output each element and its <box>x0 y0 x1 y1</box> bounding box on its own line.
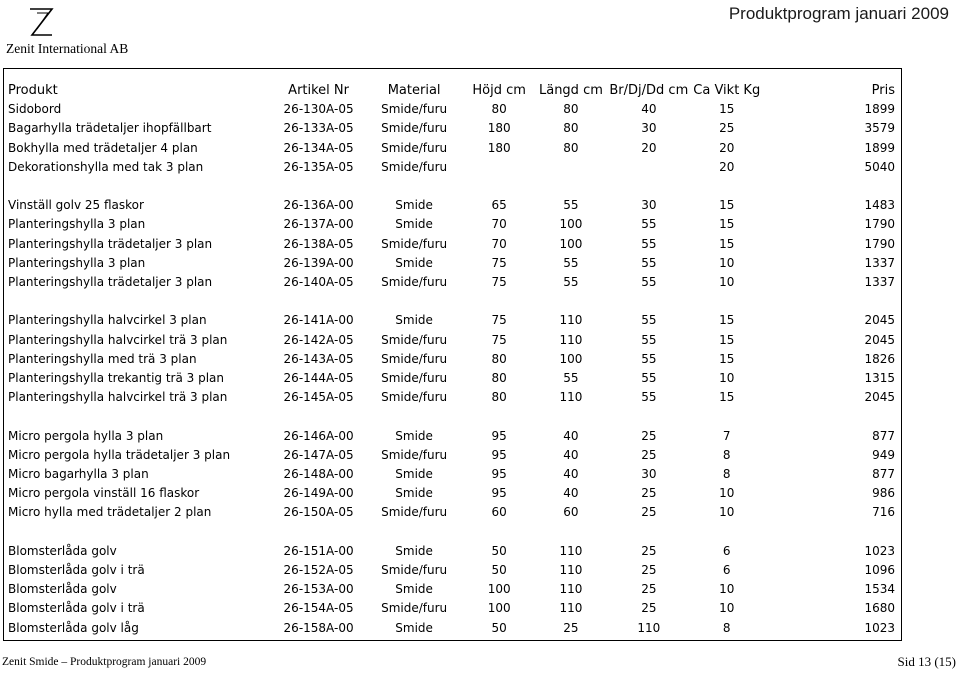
table-row <box>8 350 901 369</box>
col-header-article: Artikel Nr <box>288 83 349 98</box>
cell-weight: 8 <box>722 447 731 462</box>
cell-width: 25 <box>641 486 657 501</box>
cell-price: 716 <box>872 505 895 520</box>
cell-material: Smide <box>395 428 433 443</box>
cell-product: Planteringshylla 3 plan <box>8 217 146 232</box>
col-header-weight: Ca Vikt Kg <box>693 83 761 98</box>
cell-product: Blomsterlåda golv <box>8 582 117 597</box>
cell-price: 1826 <box>864 351 895 366</box>
table-row <box>8 388 901 407</box>
cell-width: 25 <box>641 563 657 578</box>
cell-article: 26-144A-05 <box>283 371 354 386</box>
cell-material: Smide/furu <box>381 563 448 578</box>
col-header-height: Höjd cm <box>472 83 526 98</box>
table-row <box>8 158 901 177</box>
table-row <box>8 119 901 138</box>
cell-weight: 15 <box>719 351 735 366</box>
cell-article: 26-151A-00 <box>283 543 354 558</box>
page-title: Produktprogram januari 2009 <box>728 4 949 23</box>
group-spacer <box>8 292 901 311</box>
cell-material: Smide/furu <box>381 121 448 136</box>
cell-product: Micro hylla med trädetaljer 2 plan <box>8 505 212 520</box>
cell-price: 1534 <box>864 582 895 597</box>
cell-material: Smide <box>395 582 433 597</box>
table-row <box>8 619 901 638</box>
cell-height: 80 <box>491 351 507 366</box>
cell-weight: 6 <box>722 563 731 578</box>
cell-product: Dekorationshylla med tak 3 plan <box>8 159 204 174</box>
cell-price: 1023 <box>864 620 895 635</box>
table-row <box>8 369 901 388</box>
cell-length: 110 <box>559 601 583 616</box>
cell-product: Planteringshylla trädetaljer 3 plan <box>8 236 213 251</box>
col-header-price: Pris <box>871 83 895 98</box>
cell-height: 75 <box>491 255 507 270</box>
cell-height: 50 <box>491 620 507 635</box>
cell-length <box>536 158 606 177</box>
cell-material: Smide/furu <box>381 236 448 251</box>
cell-height: 100 <box>487 582 511 597</box>
cell-weight: 15 <box>719 313 735 328</box>
cell-weight: 10 <box>719 255 735 270</box>
cell-width: 110 <box>637 620 661 635</box>
cell-height: 75 <box>491 332 507 347</box>
cell-price: 1899 <box>864 140 895 155</box>
cell-height: 80 <box>491 371 507 386</box>
cell-material: Smide/furu <box>381 371 448 386</box>
cell-width: 55 <box>641 371 657 386</box>
cell-length: 40 <box>563 486 579 501</box>
cell-material: Smide/furu <box>381 102 448 117</box>
cell-price: 1337 <box>864 255 895 270</box>
cell-height: 50 <box>491 563 507 578</box>
cell-product: Bokhylla med trädetaljer 4 plan <box>8 140 198 155</box>
table-row <box>8 599 901 618</box>
spacer-cell <box>8 292 901 311</box>
cell-material: Smide <box>395 543 433 558</box>
cell-length: 110 <box>559 332 583 347</box>
cell-material: Smide/furu <box>381 140 448 155</box>
cell-price: 2045 <box>864 390 895 405</box>
cell-width: 55 <box>641 390 657 405</box>
cell-width: 30 <box>641 121 657 136</box>
cell-length: 80 <box>563 102 579 117</box>
table-body <box>8 100 901 638</box>
cell-price: 949 <box>872 447 895 462</box>
cell-width: 25 <box>641 543 657 558</box>
table-row <box>8 465 901 484</box>
cell-width: 25 <box>641 505 657 520</box>
cell-material: Smide <box>395 255 433 270</box>
cell-price: 3579 <box>864 121 895 136</box>
cell-length: 25 <box>563 620 579 635</box>
cell-height: 80 <box>491 102 507 117</box>
cell-height <box>462 158 536 177</box>
cell-product: Vinställ golv 25 flaskor <box>8 198 144 213</box>
cell-weight: 10 <box>719 601 735 616</box>
cell-width: 20 <box>641 140 657 155</box>
table-row <box>8 235 901 254</box>
table-row <box>8 139 901 158</box>
cell-price: 1680 <box>864 601 895 616</box>
cell-length: 60 <box>563 505 579 520</box>
cell-price: 1337 <box>864 275 895 290</box>
spacer-cell <box>8 177 901 196</box>
cell-height: 100 <box>487 601 511 616</box>
cell-width: 55 <box>641 255 657 270</box>
cell-height: 70 <box>491 236 507 251</box>
table-row <box>8 331 901 350</box>
cell-price: 877 <box>872 428 895 443</box>
cell-price: 5040 <box>864 159 895 174</box>
cell-weight: 10 <box>719 275 735 290</box>
col-header-product: Produkt <box>8 83 58 98</box>
cell-weight: 10 <box>719 371 735 386</box>
cell-price: 2045 <box>864 332 895 347</box>
cell-product: Planteringshylla halvcirkel trä 3 plan <box>8 390 228 405</box>
cell-length: 55 <box>563 255 579 270</box>
cell-material: Smide/furu <box>381 351 448 366</box>
group-spacer <box>8 523 901 542</box>
cell-weight: 15 <box>719 102 735 117</box>
table-row <box>8 311 901 330</box>
cell-length: 100 <box>559 351 583 366</box>
cell-product: Sidobord <box>8 102 62 117</box>
cell-price: 1790 <box>864 236 895 251</box>
cell-width: 55 <box>641 275 657 290</box>
cell-product: Micro pergola hylla 3 plan <box>8 428 164 443</box>
cell-product: Planteringshylla halvcirkel trä 3 plan <box>8 332 228 347</box>
cell-height: 95 <box>491 447 507 462</box>
cell-product: Blomsterlåda golv <box>8 543 117 558</box>
cell-price: 1023 <box>864 543 895 558</box>
cell-article: 26-135A-05 <box>283 159 354 174</box>
cell-length: 110 <box>559 582 583 597</box>
cell-material: Smide/furu <box>381 505 448 520</box>
cell-weight: 15 <box>719 217 735 232</box>
table-row <box>8 273 901 292</box>
cell-width: 25 <box>641 447 657 462</box>
cell-length: 55 <box>563 198 579 213</box>
spacer-cell <box>8 523 901 542</box>
cell-product: Planteringshylla trädetaljer 3 plan <box>8 275 213 290</box>
cell-material: Smide/furu <box>381 447 448 462</box>
cell-height: 75 <box>491 275 507 290</box>
cell-price: 1899 <box>864 102 895 117</box>
cell-width: 30 <box>641 198 657 213</box>
cell-height: 180 <box>487 140 511 155</box>
cell-article: 26-139A-00 <box>283 255 354 270</box>
cell-article: 26-145A-05 <box>283 390 354 405</box>
group-spacer <box>8 407 901 426</box>
cell-length: 55 <box>563 275 579 290</box>
cell-height: 95 <box>491 428 507 443</box>
cell-weight: 15 <box>719 198 735 213</box>
cell-product: Planteringshylla med trä 3 plan <box>8 351 197 366</box>
table-row <box>8 503 901 522</box>
cell-article: 26-136A-00 <box>283 198 354 213</box>
cell-material: Smide/furu <box>381 601 448 616</box>
cell-width: 55 <box>641 217 657 232</box>
product-table <box>8 81 901 638</box>
company-name: Zenit International AB <box>6 41 129 56</box>
cell-price: 1096 <box>864 563 895 578</box>
cell-width: 55 <box>641 313 657 328</box>
cell-width: 25 <box>641 428 657 443</box>
cell-article: 26-148A-00 <box>283 467 354 482</box>
cell-article: 26-130A-05 <box>283 102 354 117</box>
cell-length: 80 <box>563 121 579 136</box>
cell-height: 70 <box>491 217 507 232</box>
cell-weight: 25 <box>719 121 735 136</box>
cell-length: 55 <box>563 371 579 386</box>
cell-material: Smide/furu <box>381 390 448 405</box>
cell-article: 26-158A-00 <box>283 620 354 635</box>
cell-product: Planteringshylla halvcirkel 3 plan <box>8 313 207 328</box>
cell-height: 95 <box>491 467 507 482</box>
cell-height: 50 <box>491 543 507 558</box>
group-spacer <box>8 177 901 196</box>
cell-material: Smide <box>395 467 433 482</box>
cell-height: 60 <box>491 505 507 520</box>
cell-length: 110 <box>559 543 583 558</box>
cell-article: 26-154A-05 <box>283 601 354 616</box>
cell-material: Smide <box>395 486 433 501</box>
cell-product: Blomsterlåda golv låg <box>8 620 139 635</box>
cell-weight: 8 <box>722 620 731 635</box>
cell-material: Smide <box>395 217 433 232</box>
cell-weight: 7 <box>722 428 731 443</box>
table-row <box>8 196 901 215</box>
cell-article: 26-137A-00 <box>283 217 354 232</box>
cell-product: Blomsterlåda golv i trä <box>8 601 145 616</box>
cell-height: 65 <box>491 198 507 213</box>
cell-length: 110 <box>559 390 583 405</box>
table-row <box>8 542 901 561</box>
cell-article: 26-133A-05 <box>283 121 354 136</box>
cell-price: 986 <box>872 486 895 501</box>
cell-article: 26-153A-00 <box>283 582 354 597</box>
cell-product: Micro pergola vinställ 16 flaskor <box>8 486 200 501</box>
cell-article: 26-140A-05 <box>283 275 354 290</box>
cell-product: Micro bagarhylla 3 plan <box>8 467 149 482</box>
table-header-row <box>8 81 901 100</box>
spacer-cell <box>8 407 901 426</box>
cell-length: 80 <box>563 140 579 155</box>
cell-weight: 15 <box>719 390 735 405</box>
cell-product: Planteringshylla trekantig trä 3 plan <box>8 371 224 386</box>
cell-width: 55 <box>641 351 657 366</box>
cell-article: 26-147A-05 <box>283 447 354 462</box>
cell-material: Smide <box>395 313 433 328</box>
col-header-width: Br/Dj/Dd cm <box>609 83 689 98</box>
cell-material: Smide/furu <box>381 159 448 174</box>
table-row <box>8 100 901 119</box>
table-row <box>8 580 901 599</box>
cell-material: Smide/furu <box>381 275 448 290</box>
cell-product: Micro pergola hylla trädetaljer 3 plan <box>8 447 231 462</box>
cell-article: 26-138A-05 <box>283 236 354 251</box>
cell-article: 26-152A-05 <box>283 563 354 578</box>
cell-weight: 10 <box>719 582 735 597</box>
cell-width: 25 <box>641 582 657 597</box>
cell-length: 40 <box>563 447 579 462</box>
company-logo <box>6 7 136 55</box>
col-header-material: Material <box>387 83 441 98</box>
cell-height: 180 <box>487 121 511 136</box>
cell-height: 95 <box>491 486 507 501</box>
cell-weight: 10 <box>719 505 735 520</box>
cell-article: 26-149A-00 <box>283 486 354 501</box>
logo-mark-icon <box>28 7 54 39</box>
cell-width <box>606 158 692 177</box>
cell-width: 55 <box>641 332 657 347</box>
footer-text: Zenit Smide – Produktprogram januari 2009 <box>2 656 207 668</box>
cell-width: 40 <box>641 102 657 117</box>
page-number: Sid 13 (15) <box>897 654 956 669</box>
cell-width: 55 <box>641 236 657 251</box>
cell-price: 1315 <box>864 371 895 386</box>
cell-price: 1483 <box>864 198 895 213</box>
cell-article: 26-141A-00 <box>283 313 354 328</box>
cell-weight: 20 <box>719 140 735 155</box>
cell-weight: 15 <box>719 236 735 251</box>
table-row <box>8 484 901 503</box>
cell-width: 25 <box>641 601 657 616</box>
cell-length: 110 <box>559 563 583 578</box>
col-header-length: Längd cm <box>538 83 603 98</box>
product-sheet <box>3 68 902 641</box>
table-row <box>8 254 901 273</box>
cell-weight: 15 <box>719 332 735 347</box>
cell-article: 26-142A-05 <box>283 332 354 347</box>
cell-length: 100 <box>559 217 583 232</box>
cell-weight: 20 <box>719 159 735 174</box>
cell-height: 75 <box>491 313 507 328</box>
cell-price: 1790 <box>864 217 895 232</box>
table-row <box>8 561 901 580</box>
table-row <box>8 446 901 465</box>
cell-width: 30 <box>641 467 657 482</box>
cell-article: 26-146A-00 <box>283 428 354 443</box>
table-row <box>8 427 901 446</box>
cell-weight: 6 <box>722 543 731 558</box>
cell-material: Smide/furu <box>381 332 448 347</box>
cell-material: Smide <box>395 620 433 635</box>
cell-article: 26-134A-05 <box>283 140 354 155</box>
table-row <box>8 215 901 234</box>
cell-length: 100 <box>559 236 583 251</box>
cell-weight: 8 <box>722 467 731 482</box>
cell-length: 40 <box>563 428 579 443</box>
cell-weight: 10 <box>719 486 735 501</box>
cell-length: 110 <box>559 313 583 328</box>
cell-article: 26-143A-05 <box>283 351 354 366</box>
cell-length: 40 <box>563 467 579 482</box>
cell-product: Planteringshylla 3 plan <box>8 255 146 270</box>
cell-article: 26-150A-05 <box>283 505 354 520</box>
cell-product: Blomsterlåda golv i trä <box>8 563 145 578</box>
cell-price: 877 <box>872 467 895 482</box>
cell-material: Smide <box>395 198 433 213</box>
cell-product: Bagarhylla trädetaljer ihopfällbart <box>8 121 212 136</box>
cell-height: 80 <box>491 390 507 405</box>
cell-price: 2045 <box>864 313 895 328</box>
